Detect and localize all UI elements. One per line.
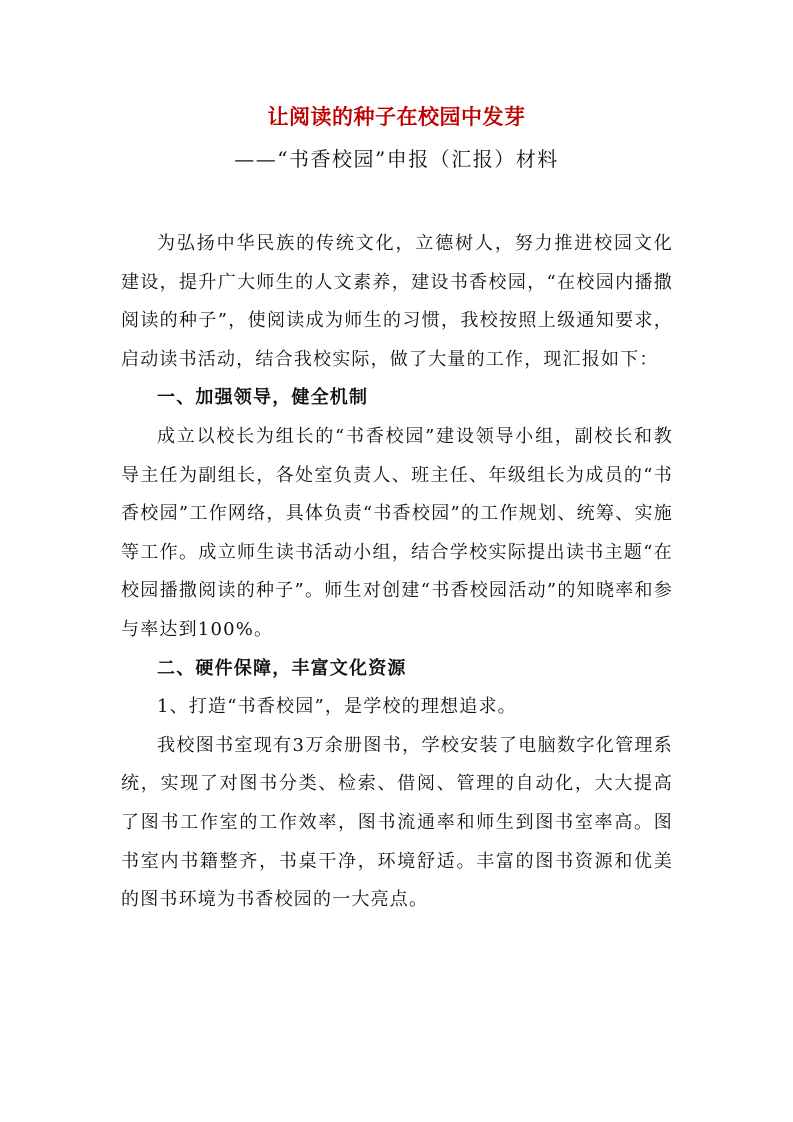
- section-paragraph-leadership: 成立以校长为组长的“书香校园”建设领导小组，副校长和教导主任为副组长，各处室负责人、班主任、年级组长为成员的“书香校园”工作网络，具体负责“书香校园”的工作规划、统筹、实施等工作。成立师生读书活动小组，结合学校实际提出读书主题“在校园播撒阅读的种子”。师生对创建“书香校园活动”的知晓率和参与率达到100%。: [121, 425, 673, 640]
- intro-paragraph: 为弘扬中华民族的传统文化，立德树人，努力推进校园文化建设，提升广大师生的人文素养，建设书香校园，“在校园内播撒阅读的种子”，使阅读成为师生的习惯，我校按照上级通知要求，启动读书活动，结合我校实际，做了大量的工作，现汇报如下：: [121, 233, 673, 370]
- section-heading-hardware: 二、硬件保障，丰富文化资源: [157, 657, 407, 679]
- document-title: 让阅读的种子在校园中发芽: [267, 105, 526, 129]
- document-subtitle: ——“书香校园”申报（汇报）材料: [234, 147, 559, 171]
- section-heading-leadership: 一、加强领导，健全机制: [157, 387, 369, 409]
- section-paragraph-library: 我校图书室现有3万余册图书，学校安装了电脑数字化管理系统，实现了对图书分类、检索、借阅、管理的自动化，大大提高了图书工作室的工作效率，图书流通率和师生到图书室率高。图书室内书籍整齐，书桌干净，环境舒适。丰富的图书资源和优美的图书环境为书香校园的一大亮点。: [121, 734, 673, 911]
- document-body: [121, 225, 673, 920]
- section-paragraph-goal: 1、打造“书香校园”，是学校的理想追求。: [157, 696, 517, 718]
